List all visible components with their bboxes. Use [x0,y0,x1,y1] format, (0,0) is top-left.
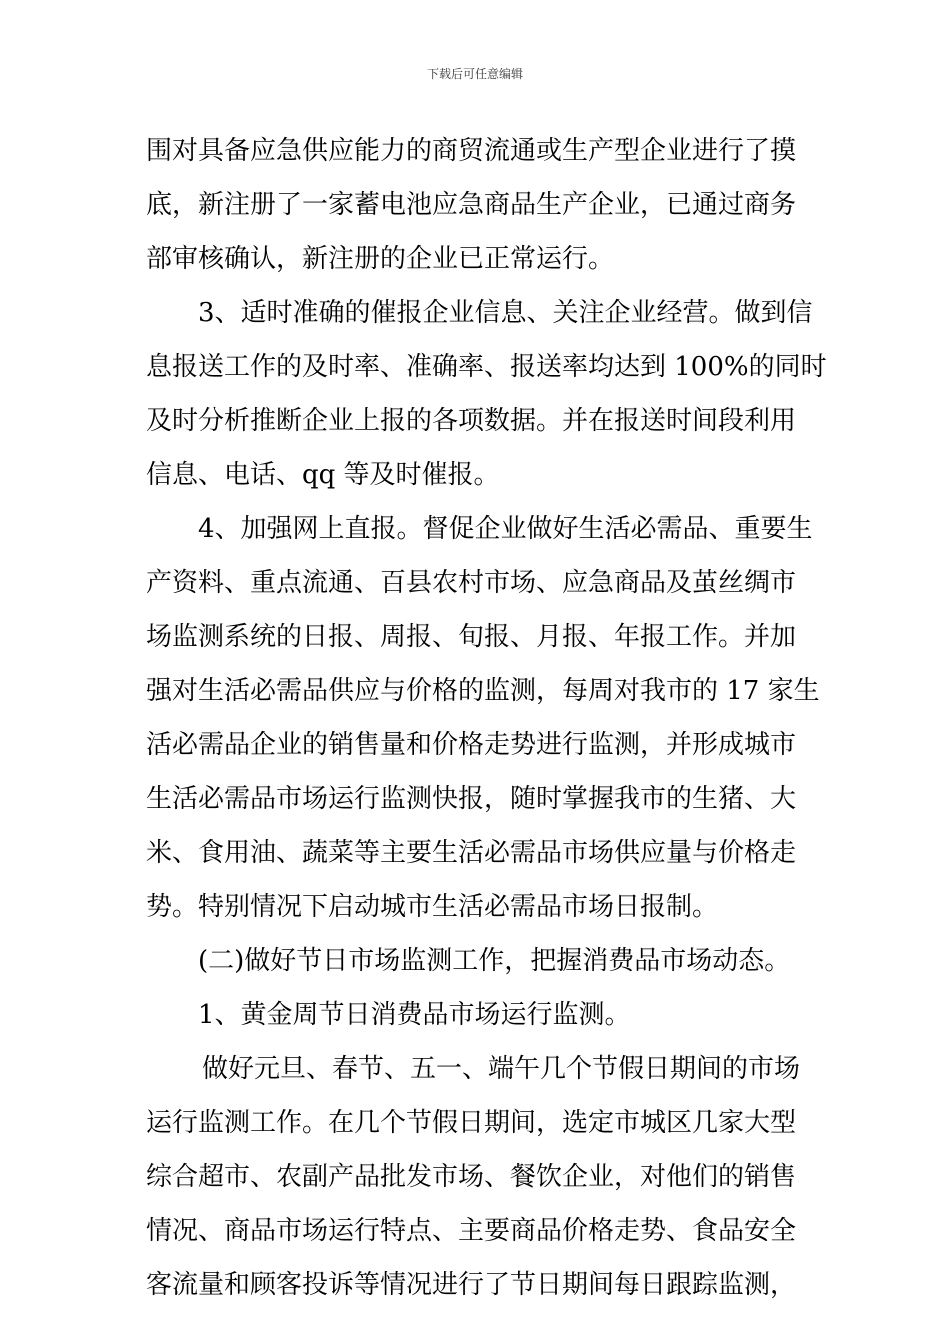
paragraph-start-line: 3、适时准确的催报企业信息、关注企业经营。做到信 [198,298,813,328]
text-line: 及时分析推断企业上报的各项数据。并在报送时间段利用 [146,406,797,436]
text-line: 势。特别情况下启动城市生活必需品市场日报制。 [146,892,719,922]
text-line: 信息、电话、qq 等及时催报。 [146,460,500,490]
paragraph-start-line: 4、加强网上直报。督促企业做好生活必需品、重要生 [198,514,813,544]
paragraph-start-line: 做好元旦、春节、五一、端午几个节假日期间的市场 [202,1054,801,1084]
text-line: 强对生活必需品供应与价格的监测，每周对我市的 17 家生 [146,676,820,706]
text-line: 客流量和顾客投诉等情况进行了节日期间每日跟踪监测， [146,1270,797,1300]
text-line: 底，新注册了一家蓄电池应急商品生产企业，已通过商务 [146,190,797,220]
page-header: 下载后可任意编辑 [426,67,523,81]
text-line: 围对具备应急供应能力的商贸流通或生产型企业进行了摸 [146,136,797,166]
text-line: 场监测系统的日报、周报、旬报、月报、年报工作。并加 [146,622,797,652]
subsection-heading: 1、黄金周节日消费品市场运行监测。 [198,1000,631,1030]
text-line: 息报送工作的及时率、准确率、报送率均达到 100%的同时 [146,352,827,382]
text-line: 活必需品企业的销售量和价格走势进行监测，并形成城市 [146,730,797,760]
document-body [146,124,827,1312]
text-line: 情况、商品市场运行特点、主要商品价格走势、食品安全 [146,1216,797,1246]
text-line: 部审核确认，新注册的企业已正常运行。 [146,244,615,274]
text-line: 运行监测工作。在几个节假日期间，选定市城区几家大型 [146,1108,797,1138]
section-heading: (二)做好节日市场监测工作，把握消费品市场动态。 [198,946,791,976]
text-line: 米、食用油、蔬菜等主要生活必需品市场供应量与价格走 [146,838,797,868]
text-line: 综合超市、农副产品批发市场、餐饮企业，对他们的销售 [146,1162,797,1192]
text-line: 生活必需品市场运行监测快报，随时掌握我市的生猪、大 [146,784,797,814]
text-line: 产资料、重点流通、百县农村市场、应急商品及茧丝绸市 [146,568,797,598]
